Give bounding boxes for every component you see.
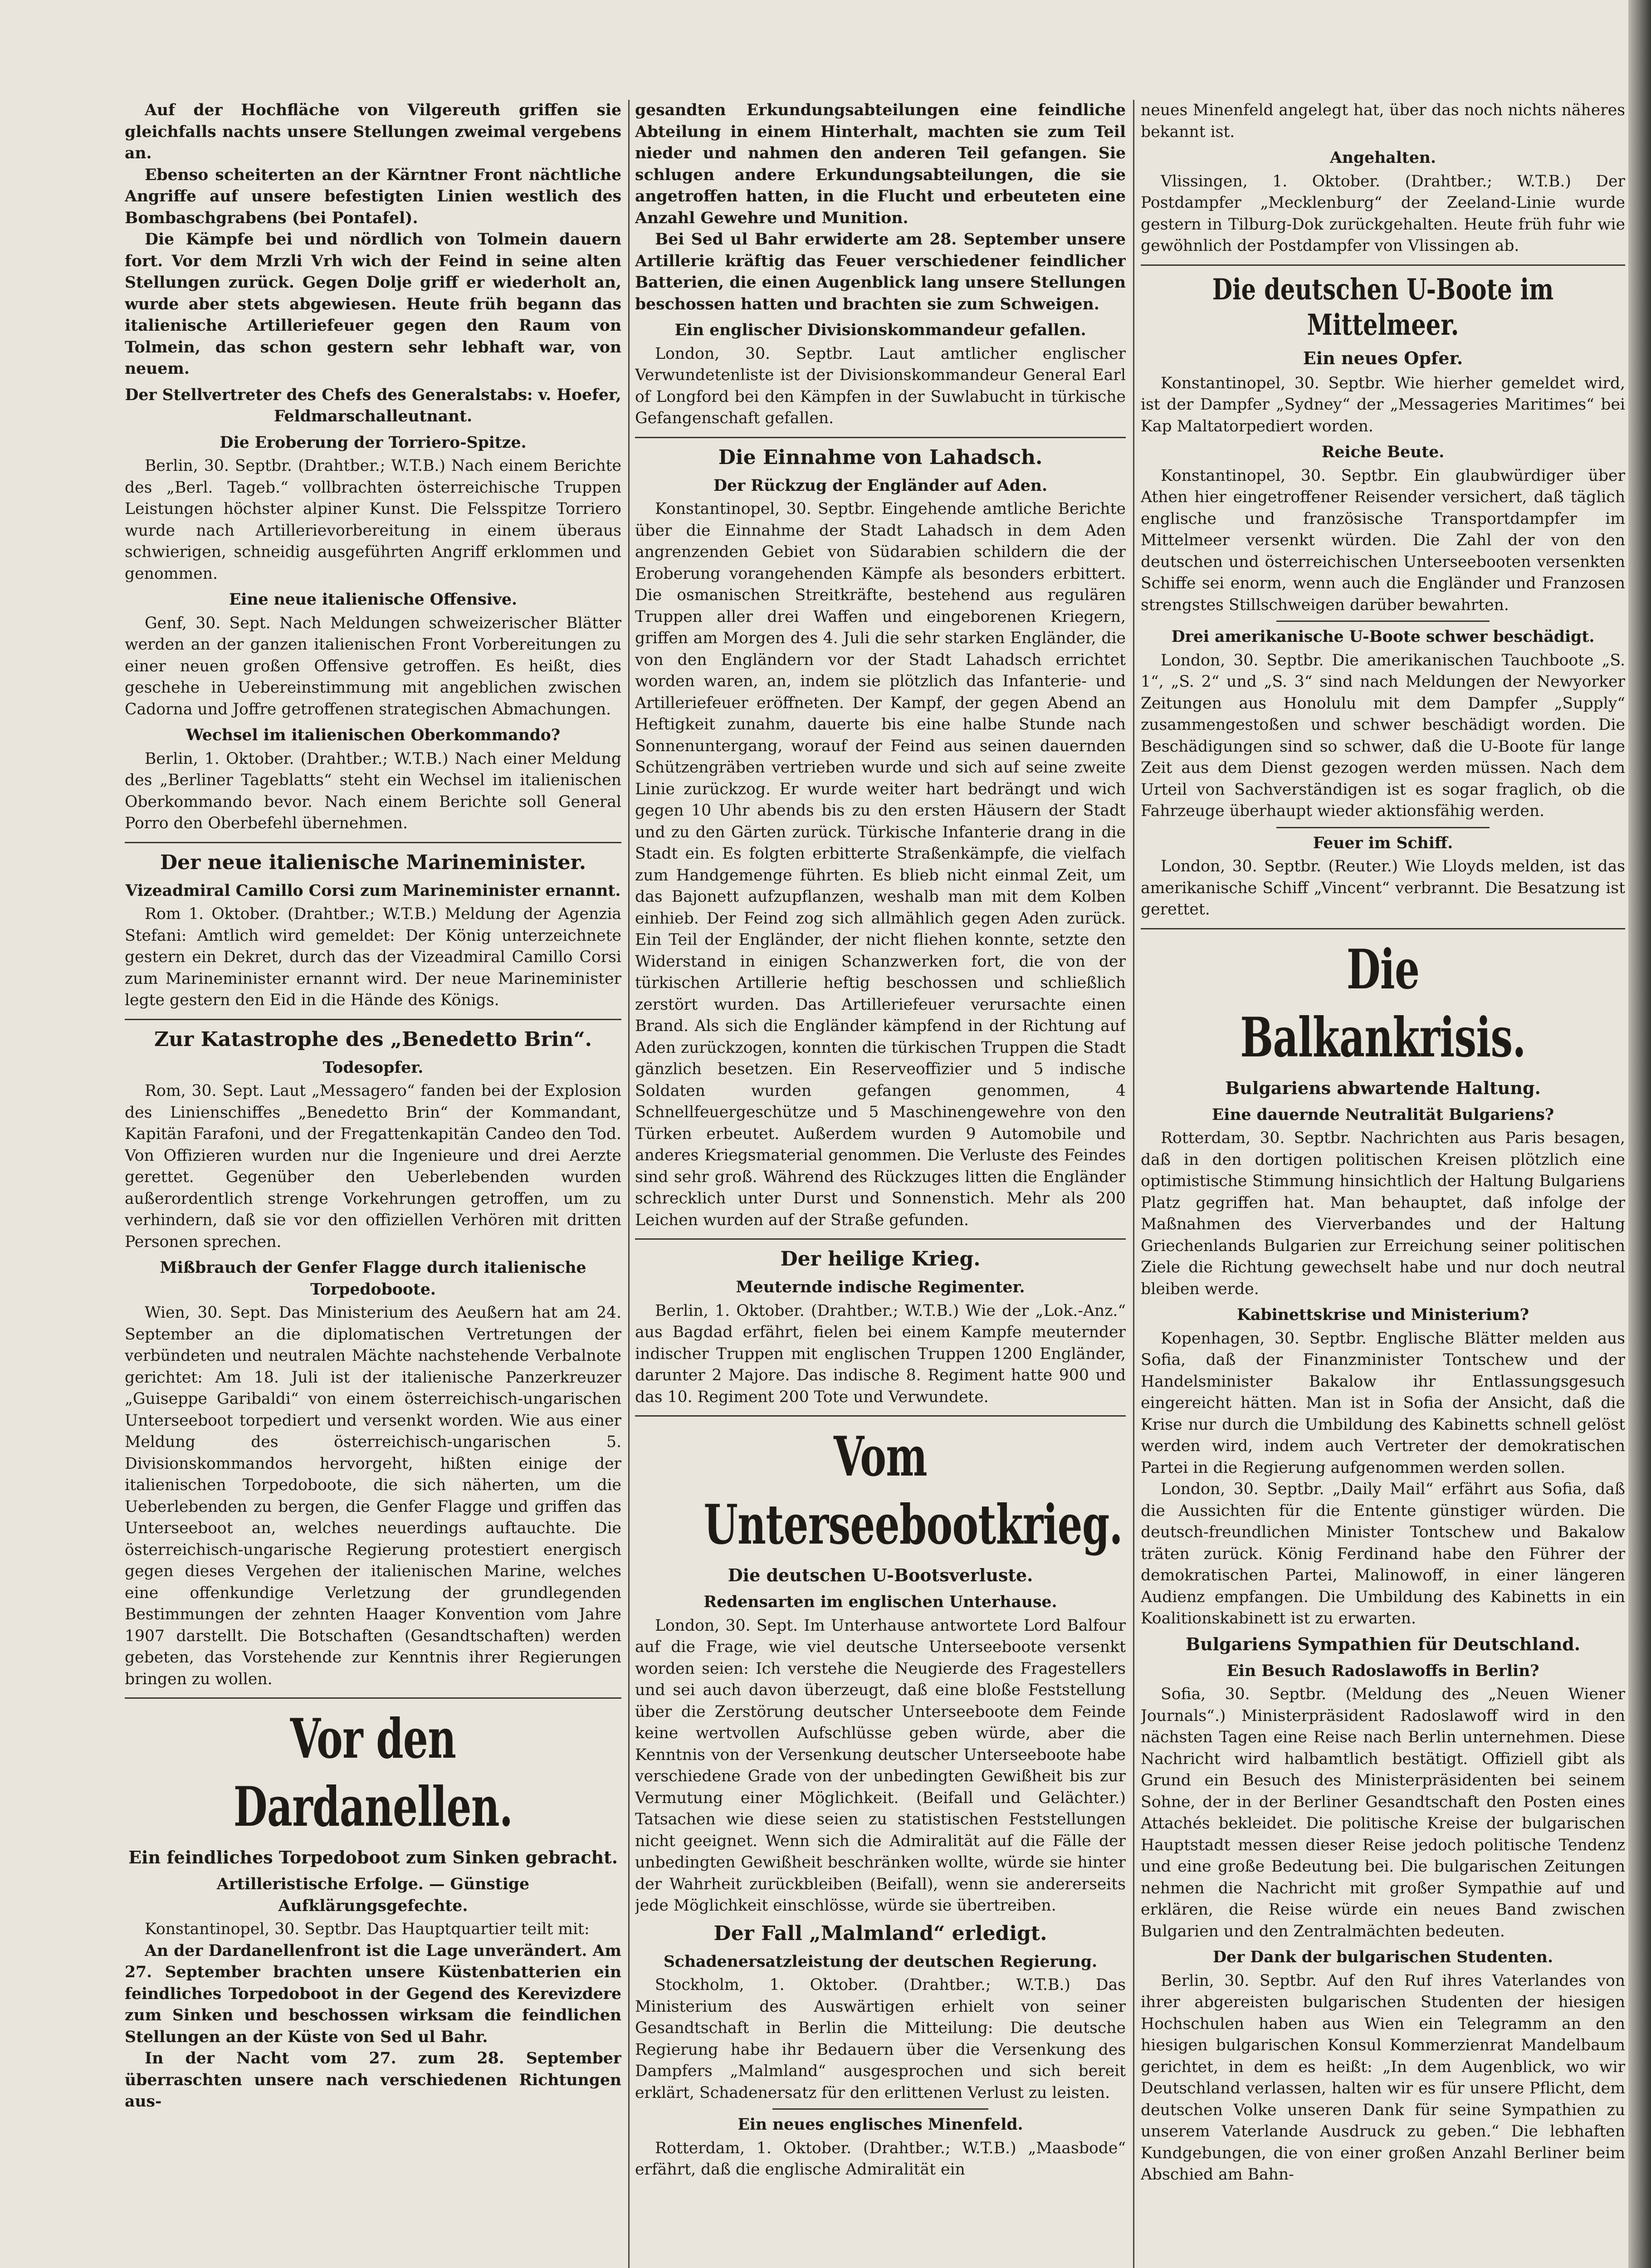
paragraph: An der Dardanellenfront ist die Lage unverändert. Am 27. September brachten unsere Küstenbatterien ein feindliches Torpedoboot in der Gegend des Kerevizdere zum Sinken und beschossen wirksam die feindlichen Stellungen an der Küste von Sed ul Bahr. [125,1941,621,2046]
paragraph: Sofia, 30. Septbr. (Meldung des „Neuen Wiener Journals“.) Ministerpräsident Radoslawoff wird in den nächsten Tagen eine Reise nach Berlin unternehmen. Diese Nachricht wird halbamtlich bestätigt. Offiziell gibt als Grund ein Besuch des Ministerpräsidenten bei seinem Sohne, der in der Berliner Gesandtschaft den Posten eines Attachés bekleidet. Die politische Kreise der bulgarischen Hauptstadt messen dieser Reise jedoch politische Tendenz und eine große Bedeutung bei. Die bulgarischen Zeitungen nehmen die Nachricht mit großer Sympathie auf und erklären, die Reise würde ein neues Band zwischen Bulgarien und den Zentralmächten bedeuten. [1141,1685,1625,1941]
column-rule [628,100,630,2268]
article-subheading: Der Rückzug der Engländer auf Aden. [713,476,1047,495]
article-subheading: Redensarten im englischen Unterhause. [703,1593,1057,1611]
column-3 [1141,100,1625,2268]
paragraph: Konstantinopel, 30. Septbr. Wie hierher gemeldet wird, ist der Dampfer „Sydney“ der „Messageries Maritimes“ bei Kap Maltatorpediert worden. [1141,374,1625,435]
divider [1276,827,1490,828]
column-1 [125,100,621,2268]
article-heading: Angehalten. [1330,149,1436,167]
paragraph: Auf der Hochfläche von Vilgereuth griffen sie gleichfalls nachts unsere Stellungen zweimal vergebens an. [125,101,621,162]
paragraph: Konstantinopel, 30. Septbr. Ein glaubwürdiger über Athen hier eingetroffener Reisender versichert, daß täglich englische und französische Transportdampfer im Mittelmeer versenkt würden. Die Zahl der von den deutschen und österreichischen Unterseebooten versenkten Schiffe sei enorm, wenn auch die Engländer und Franzosen strengstes Stillschweigen darüber bewahrten. [1141,466,1625,614]
paragraph: In der Nacht vom 27. zum 28. September überraschten unsere nach verschiedenen Richtungen aus- [125,2049,621,2111]
article-heading: Ein englischer Divisionskommandeur gefallen. [674,321,1086,339]
paragraph: Berlin, 30. Septbr. Auf den Ruf ihres Vaterlandes von ihrer abgereisten bulgarischen Studenten der hiesigen Hochschulen haben aus Wien ein Telegramm an den hiesigen bulgarischen Konsul Kommerzienrat Mandelbaum gerichtet, in dem es heißt: „In dem Augenblick, wo wir Deutschland verlassen, halten wir es für unsere Pflicht, dem deutschen Volke unseren Dank für seine Sympathien zu unserem Vaterlande Ausdruck zu geben.“ Die lebhaften Kundgebungen, die von einer großen Anzahl Berliner beim Abschied am Bahn- [1141,1971,1625,2184]
divider [125,1697,621,1699]
divider [1141,928,1625,929]
column-rule [1133,100,1134,2268]
paragraph: Berlin, 1. Oktober. (Drahtber.; W.T.B.) Wie der „Lok.-Anz.“ aus Bagdad erfährt, fielen bei einem Kampfe meuternder indischer Truppen mit englischen Truppen 1200 Engländer, darunter 2 Majore. Das indische 8. Regiment hatte 900 und das 10. Regiment 200 Tote und Verwundete. [635,1301,1126,1406]
divider [635,1238,1126,1240]
article-subheading: Vizeadmiral Camillo Corsi zum Marineminister ernannt. [125,881,621,900]
column-2 [635,100,1126,2268]
paragraph: Ebenso scheiterten an der Kärntner Front nächtliche Angriffe auf unsere befestigten Linien westlich des Bombaschgrabens (bei Pontafel). [125,166,621,227]
article-heading: Der Dank der bulgarischen Studenten. [1213,1948,1553,1966]
paragraph: Stockholm, 1. Oktober. (Drahtber.; W.T.B.) Das Ministerium des Auswärtigen erhielt von seiner Gesandtschaft in Berlin die Mitteilung: Die deutsche Regierung habe ihr Bedauern über die Versenkung des Dampfers „Malmland“ ausgesprochen und sich bereit erklärt, Schadenersatz für den erlittenen Verlust zu leisten. [635,1976,1126,2102]
paragraph: Berlin, 30. Septbr. (Drahtber.; W.T.B.) Nach einem Berichte des „Berl. Tageb.“ vollbrachten österreichische Truppen Leistungen höchster alpiner Kunst. Die Felsspitze Torriero wurde nach Artillerievorbereitung in einem überaus schwierigen, schneidig ausgeführten Angriff erklommen und genommen. [125,457,621,583]
paragraph: London, 30. Sept. Im Unterhause antwortete Lord Balfour auf die Frage, wie viel deutsche Unterseeboote versenkt worden seien: Ich verstehe die Neugierde des Fragestellers und sei auch davon überzeugt, daß eine bloße Feststellung über die Zerstörung deutscher Unterseeboote dem Feinde keine wertvollen Aufschlüsse geben würde, aber die Kenntnis von der Versenkung deutscher Unterseeboote habe verschiedene Grade von der unbedingten Gewißheit bis zur Vermutung einer Möglichkeit. (Beifall und Gelächter.) Tatsachen wie diese seien zu statistischen Feststellungen nicht geeignet. Wenn sich die Admiralität auf die Fälle der unbedingten Gewißheit beschränken wollte, würde sie hinter der Wahrheit zurückbleiben (Beifall), wenn sie andererseits jede Möglichkeit einschlösse, würde sie übertreiben. [635,1616,1126,1915]
article-heading: Feuer im Schiff. [1313,834,1453,852]
paragraph: Die Kämpfe bei und nördlich von Tolmein dauern fort. Vor dem Mrzli Vrh wich der Feind in seine alten Stellungen zurück. Gegen Dolje griff er wiederholt an, wurde aber stets abgewiesen. Heute früh begann das italienische Artilleriefeuer gegen den Raum von Tolmein, das schon gestern sehr lebhaft war, von neuem. [125,230,621,378]
article-headline: Bulgariens Sympathien für Deutschland. [1185,1633,1580,1654]
article-heading: Die Eroberung der Torriero-Spitze. [220,433,527,452]
paragraph: Genf, 30. Sept. Nach Meldungen schweizerischer Blätter werden an der ganzen italienischen Front Vorbereitungen zu einer neuen großen Offensive getroffen. Es heißt, dies geschehe in Uebereinstimmung mit angeblichen zwischen Cadorna und Joffre getroffenen strategischen Abmachungen. [125,614,621,719]
paragraph: London, 30. Septbr. Die amerikanischen Tauchboote „S. 1“, „S. 2“ und „S. 3“ sind nach Meldungen der Newyorker Zeitungen aus Honolulu mit dem Dampfer „Supply“ zusammengestoßen und schwer beschädigt worden. Die Beschädigungen sind so schwer, daß die U-Boote für lange Zeit aus dem Dienst gezogen werden müssen. Nach dem Urteil von Sachverständigen ist es sogar fraglich, ob die Fahrzeuge überhaupt wieder aktionsfähig werden. [1141,651,1625,820]
article-heading: Eine dauernde Neutralität Bulgariens? [1211,1105,1554,1124]
paragraph: Bei Sed ul Bahr erwiderte am 28. September unsere Artillerie kräftig das Feuer verschiedener feindlicher Batterien, die einen Augenblick lang unsere Stellungen beschossen hatten und brachten sie zum Schweigen. [635,230,1126,313]
signature: Der Stellvertreter des Chefs des Generalstabs: v. Hoefer, Feldmarschalleutnant. [125,386,621,425]
article-headline: Der Fall „Malmland“ erledigt. [713,1921,1047,1945]
article-subheading: Todesopfer. [322,1058,424,1077]
paragraph: London, 30. Septbr. „Daily Mail“ erfährt aus Sofia, daß die Aussichten für die Entente günstiger würden. Die deutsch-freundlichen Minister Tontschew und Bakalow träten zurück. König Ferdinand habe den Führer der demokratischen Partei, Malinowoff, in einer längeren Audienz empfangen. Die Umbildung des Kabinetts in ein Koalitionskabinett ist zu erwarten. [1141,1480,1625,1628]
article-heading: Mißbrauch der Genfer Flagge durch italienische Torpedoboote. [160,1259,586,1299]
article-heading: Wechsel im italienischen Oberkommando? [186,726,561,744]
article-heading: Reiche Beute. [1321,443,1445,461]
paragraph: Berlin, 1. Oktober. (Drahtber.; W.T.B.) Nach einer Meldung des „Berliner Tageblatts“ steht ein Wechsel im italienischen Oberkommando bevor. Nach einem Berichte soll General Porro den Oberbefehl übernehmen. [125,749,621,832]
divider [125,842,621,843]
article-headline: Der heilige Krieg. [780,1247,981,1271]
article-heading: Eine neue italienische Offensive. [229,591,518,609]
section-headline: Die deutschen U-Boote im Mittelmeer. [1212,272,1554,342]
article-subheading: Ein feindliches Torpedoboot zum Sinken gebracht. [128,1847,618,1867]
paragraph: London, 30. Septbr. (Reuter.) Wie Lloyds melden, ist das amerikanische Schiff „Vincent“ verbrannt. Die Besatzung ist gerettet. [1141,857,1625,919]
article-headline: Zur Katastrophe des „Benedetto Brin“. [154,1027,592,1051]
article-headline: Der neue italienische Marineminister. [160,850,586,874]
paragraph: Rom 1. Oktober. (Drahtber.; W.T.B.) Meldung der Agenzia Stefani: Amtlich wird gemeldet: Der König unterzeichnete gestern ein Dekret, durch das der Vizeadmiral Camillo Corsi zum Marineminister ernannt wird. Der neue Marineminister legte gestern den Eid in die Hände des Königs. [125,905,621,1009]
article-subheading: Schadenersatzleistung der deutschen Regierung. [663,1952,1098,1971]
article-subheading: Artilleristische Erfolge. — Günstige Aufklärungsgefechte. [216,1875,530,1915]
divider [125,1019,621,1020]
article-subheading: Meuternde indische Regimenter. [736,1278,1025,1296]
divider [772,2108,988,2110]
article-headline: Die Einnahme von Lahadsch. [718,445,1043,469]
article-subheading: Bulgariens abwartende Haltung. [1225,1077,1541,1098]
paragraph: Konstantinopel, 30. Septbr. Das Hauptquartier teilt mit: [145,1920,590,1938]
article-heading: Drei amerikanische U-Boote schwer beschädigt. [1171,628,1595,646]
article-subheading: Die deutschen U-Bootsverluste. [728,1565,1033,1585]
article-heading: Kabinettskrise und Ministerium? [1236,1306,1529,1324]
paragraph: Rom, 30. Sept. Laut „Messagero“ fanden bei der Explosion des Linienschiffes „Benedetto Brin“ der Kommandant, Kapitän Farafoni, und der Fregattenkapitän Candeo den Tod. Von Offizieren wurden nur die Ingenieure und drei Aerzte gerettet. Gegenüber den Ueberlebenden wurden außerordentlich strenge Vorkehrungen getroffen, um zu verhindern, daß sie vor den offiziellen Verhören mit dritten Personen sprechen. [125,1082,621,1251]
paragraph: Rotterdam, 1. Oktober. (Drahtber.; W.T.B.) „Maasbode“ erfährt, daß die englische Admiralität ein [635,2139,1126,2179]
paragraph: neues Minenfeld angelegt hat, über das noch nichts näheres bekannt ist. [1141,101,1625,141]
article-subheading: Ein neues Opfer. [1303,347,1463,368]
divider [1141,264,1625,266]
divider [635,437,1126,438]
paragraph: Wien, 30. Sept. Das Ministerium des Aeußern hat am 24. September an die diplomatischen Vertretungen der verbündeten und neutralen Mächte nachstehende Verbalnote gerichtet: Am 18. Juli ist der italienische Panzerkreuzer „Guiseppe Garibaldi“ von einem österreichisch-ungarischen Unterseeboot torpediert und versenkt worden. Wie aus einer Meldung des österreichisch-ungarischen 5. Divisionskommandos hervorgeht, hißten einige der italienischen Torpedoboote, die sich näherten, um die Ueberlebenden zu bergen, die Genfer Flagge und griffen das Unterseeboot an, welches neuerdings auftauchte. Die österreichisch-ungarische Regierung protestiert energisch gegen dieses Vergehen der italienischen Marine, welches eine offenkundige Verletzung der grundlegenden Bestimmungen der zehnten Haager Konvention vom Jahre 1907 darstellt. Die Botschaften (Gesandtschaften) werden gebeten, das Vorstehende zur Kenntnis ihrer Regierungen bringen zu wollen. [125,1304,621,1688]
paragraph: gesandten Erkundungsabteilungen eine feindliche Abteilung in einem Hinterhalt, machten sie zum Teil nieder und nahmen den anderen Teil gefangen. Sie schlugen andere Erkundungsabteilungen, die sie angetroffen hatten, in die Flucht und erbeuteten eine Anzahl Gewehre und Munition. [635,101,1126,227]
article-subheading: Ein Besuch Radoslawoffs in Berlin? [1226,1662,1539,1680]
paragraph: Vlissingen, 1. Oktober. (Drahtber.; W.T.B.) Der Postdampfer „Mecklenburg“ der Zeeland-Linie wurde gestern in Tilburg-Dok zurückgehalten. Heute früh fuhr wie gewöhnlich der Postdampfer von Vlissingen ab. [1141,172,1625,255]
section-headline: Vor den Dardanellen. [233,1707,513,1839]
section-headline: Die Balkankrisis. [1240,937,1526,1070]
article-heading: Ein neues englisches Minenfeld. [738,2116,1023,2134]
section-headline: Vom Unterseebootkrieg. [703,1425,1123,1557]
paragraph: Konstantinopel, 30. Septbr. Eingehende amtliche Berichte über die Einnahme der Stadt Lahadsch in dem Aden angrenzenden Gebiet von Südarabien schildern die der Eroberung vorangehenden Kämpfe als besonders erbittert. Die osmanischen Streitkräfte, bestehend aus regulären Truppen aller drei Waffen und eingeborenen Kriegern, griffen am Morgen des 4. Juli die sehr starken Engländer, die von den Engländern vor der Stadt Lahadsch errichtet worden waren, an, indem sie plötzlich das Infanterie- und Artilleriefeuer eröffneten. Der Kampf, der gegen Abend an Heftigkeit zunahm, dauerte bis eine halbe Stunde nach Sonnenuntergang, worauf der Feind aus seinen dauernden Schützengräben vertrieben wurde und sich auf seine zweite Linie zurückzog. Er wurde weiter hart bedrängt und wich gegen 10 Uhr abends bis zu den ersten Häusern der Stadt und zu den Gärten zurück. Türkische Infanterie drang in die Stadt ein. Es folgten erbitterte Straßenkämpfe, die vielfach zum Handgemenge führten. Es blieb nicht einmal Zeit, um das Bajonett aufzupflanzen, weshalb man mit dem Kolben einhieb. Der Feind zog sich allmählich gegen Aden zurück. Ein Teil der Engländer, der nicht fliehen konnte, setzte den Widerstand in einigen Schanzwerken fort, die von der türkischen Artillerie heftig beschossen und schließlich zerstört wurden. Das Artilleriefeuer verursachte einen Brand. Als sich die Engländer kämpfend in der Richtung auf Aden zurückzogen, konnten die türkischen Truppen die Stadt gänzlich besetzen. Ein Reserveoffizier und 5 indische Soldaten wurden gefangen genommen, 4 Schnellfeuergeschütze und 5 Maschinengewehre von den Türken erbeutet. Außerdem wurden 9 Automobile und anderes Kriegsmaterial genommen. Die Verluste des Feindes sind sehr groß. Während des Rückzuges litten die Engländer schrecklich unter Durst und Sonnenstich. Mehr als 200 Leichen wurden auf der Straße gefunden. [635,500,1126,1229]
paragraph: Rotterdam, 30. Septbr. Nachrichten aus Paris besagen, daß in den dortigen politischen Kreisen plötzlich eine optimistische Stimmung hinsichtlich der Haltung Bulgariens Platz gegriffen hat. Man behauptet, daß infolge der Maßnahmen des Vierverbandes und der Haltung Griechenlands Bulgarien zur Erreichung seiner politischen Ziele die Richtung gewechselt habe und nur doch neutral bleiben werde. [1141,1129,1625,1298]
divider [1276,621,1490,622]
paragraph: London, 30. Septbr. Laut amtlicher englischer Verwundetenliste ist der Divisionskommandeur General Earl of Longford bei den Kämpfen in der Suwlabucht in türkische Gefangenschaft gefallen. [635,344,1126,427]
paragraph: Kopenhagen, 30. Septbr. Englische Blätter melden aus Sofia, daß der Finanzminister Tontschew und der Handelsminister Bakalow ihr Entlassungsgesuch eingereicht hätten. Man ist in Sofia der Ansicht, daß die Krise nur durch die Umbildung des Kabinetts schnell gelöst werden wird, indem auch Vertreter der demokratischen Partei in die Regierung aufgenommen werden sollen. [1141,1329,1625,1477]
divider [635,1415,1126,1417]
page-edge [1628,0,1651,2268]
